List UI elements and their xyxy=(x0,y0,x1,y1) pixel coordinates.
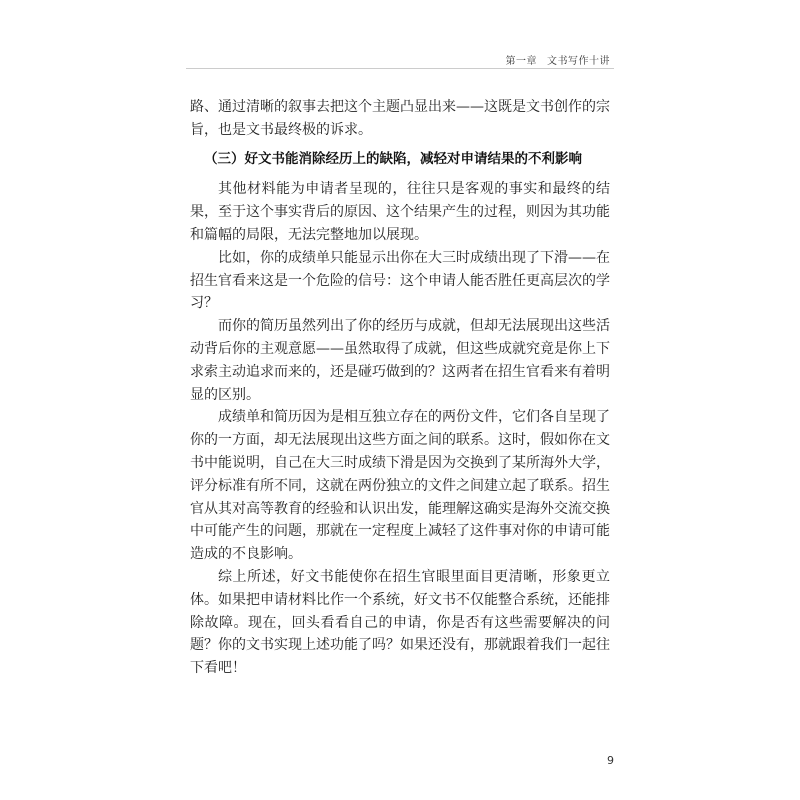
chapter-label: 第一章 xyxy=(505,56,537,67)
continuation-paragraph: 路、通过清晰的叙事去把这个主题凸显出来——这既是文书创作的宗旨，也是文书最终极的诉求。 xyxy=(190,99,610,138)
body-text xyxy=(190,96,610,680)
book-title: 文书写作十讲 xyxy=(547,56,610,67)
paragraph-5: 综上所述，好文书能使你在招生官眼里面目更清晰，形象更立体。如果把申请材料比作一个系统，好文书不仅能整合系统，还能排除故障。现在，回头看看自己的申请，你是否有这些需要解决的问题？你的文书实现上述功能了吗？如果还没有，那就跟着我们一起往下看吧！ xyxy=(190,568,610,677)
paragraph-2: 比如，你的成绩单只能显示出你在大三时成绩出现了下滑——在招生官看来这是一个危险的信号：这个申请人能否胜任更高层次的学习？ xyxy=(190,249,610,312)
header-rule xyxy=(186,68,614,69)
paragraph-1: 其他材料能为申请者呈现的，往往只是客观的事实和最终的结果，至于这个事实背后的原因、这个结果产生的过程，则因为其功能和篇幅的局限，无法完整地加以展现。 xyxy=(190,181,610,243)
paragraph-4: 成绩单和简历因为是相互独立存在的两份文件，它们各自呈现了你的一方面，却无法展现出这些方面之间的联系。这时，假如你在文书中能说明，自己在大三时成绩下滑是因为交换到了某所海外大学，评分标准有所不同，这就在两份独立的文件之间建立起了联系。招生官从其对高等教育的经验和认识出发，能理解这确实是海外交流交换中可能产生的问题，那就在一定程度上减轻了这件事对你的申请可能造成的不良影响。 xyxy=(190,409,610,563)
running-header xyxy=(506,52,611,67)
section-heading: （三）好文书能消除经历上的缺陷，减轻对申请结果的不利影响 xyxy=(204,150,582,167)
paragraph-3: 而你的简历虽然列出了你的经历与成就，但却无法展现出这些活动背后你的主观意愿——虽然取得了成就，但这些成就究竟是你上下求索主动追求而来的，还是碰巧做到的？这两者在招生官看来有着明显的区别。 xyxy=(190,318,610,403)
page-number: 9 xyxy=(607,754,614,767)
